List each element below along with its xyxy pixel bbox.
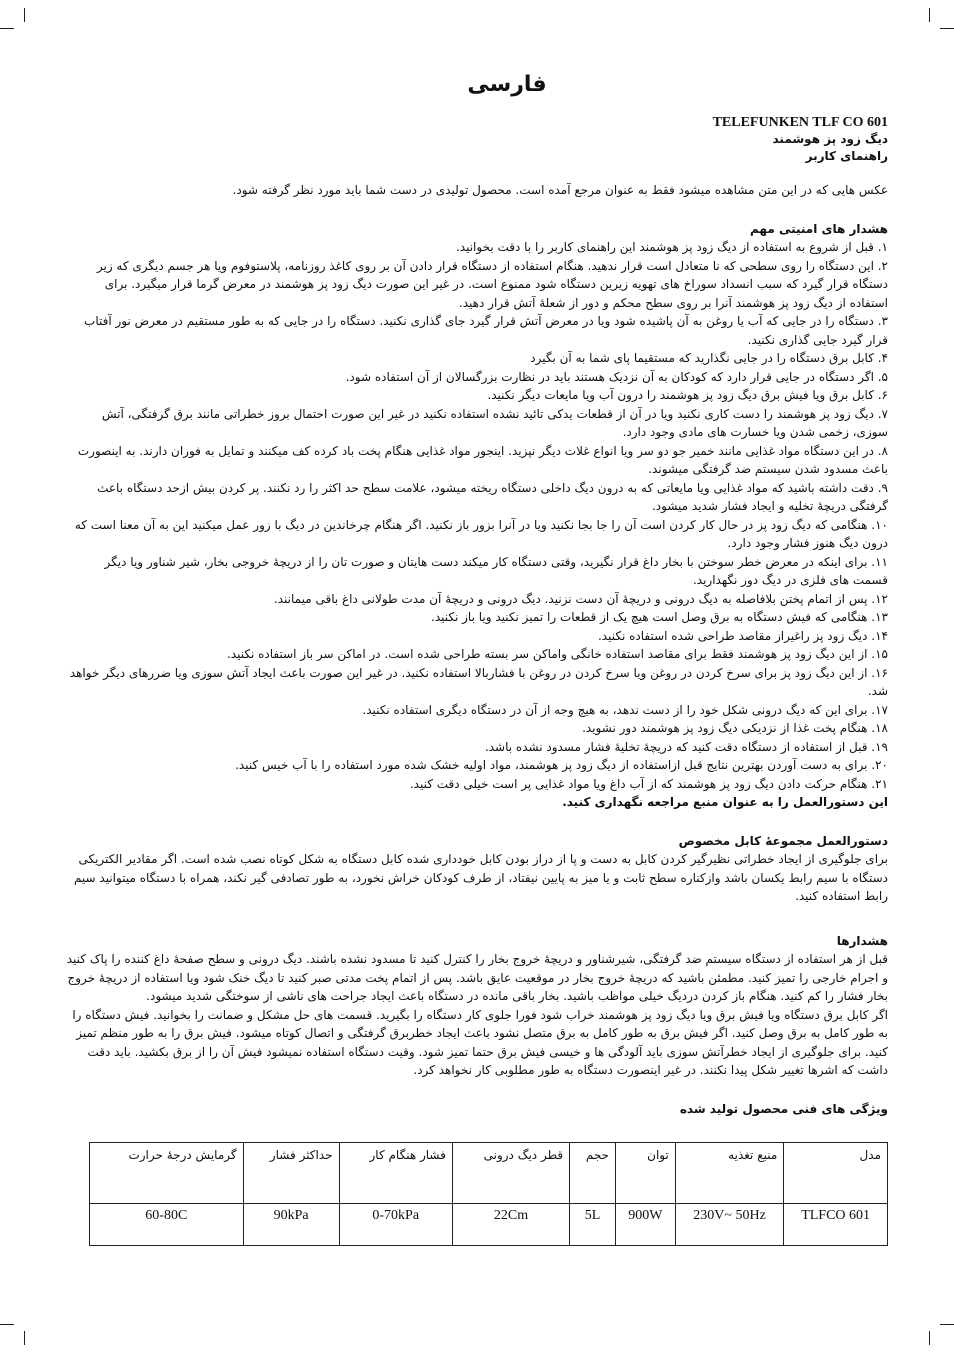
table-header-cell: مدل xyxy=(784,1143,888,1204)
page-title: فارسی xyxy=(467,72,547,97)
safety-title: هشدار های امنیتی مهم xyxy=(750,221,888,236)
crop-mark xyxy=(929,1331,930,1345)
warnings-paragraph: اگر کابل برق دستگاه ویا فیش برق ویا دیگ زود پز هوشمند خراب شود فورا جلوی کار دستگاه را بگیرید. قسمت های حل مشکل و ضمانت را بخوانید. فیش دستگاه را به طور کامل به برق وصل کنید. اگر فیش برق به طور کامل به برق متصل نشود باعث ایجاد خطربرق گرفتگی و اتصال کوتاه میشود. فیش برق را به طور منظم تمیز کنید. برای جلوگیری از ایجاد خطرآتش سوزی باید آلودگی ها و خیسی فیش برق حتما تمیز شود. وقیت دستگاه استفاده نمیشود فیش آن را از برق بکشید. باید دقت داشت که اشرها تغییر شکل پیدا نکنند. در غیر اینصورت دستگاه به طور مطلوبی کار نخواهد کرد. xyxy=(72,1007,888,1077)
list-item: ۲۱. هنگام حرکت دادن دیگ زود پز هوشمند که از آب داغ ویا مواد غذایی پر است خیلی دقت کنید. xyxy=(409,776,888,791)
list-item: ۱۵. از این دیگ زود پز هوشمند فقط برای مقاصد استفاده خانگی واماکن سر بسته طراحی شده است. در اماکن سر باز استفاده نکنید. xyxy=(226,647,888,661)
keep-note: این دستورالعمل را به عنوان منبع مراجعه نگهداری کنید. xyxy=(562,795,888,809)
manual-page xyxy=(66,70,888,1246)
list-item: ۱۸. هنگام پخت غذا از نزدیکی دیگ زود پز هوشمند دور نشوید. xyxy=(582,721,888,735)
list-item: ۲. این دستگاه را روی سطحی که نا متعادل است قرار ندهید. هنگام استفاده از دستگاه قرار دادن آن بر روی کاغذ روزنامه، پلاستوفوم ویا هر جسم دیگری که زیر دستگاه قرار گیرد که سبب انسداد سوراخ های تهویه زیرین دستگاه شود ممنوع است. در غیر این صورت دیگ زود پز هوشمند در معرض گرما قرار میگیرد. برای استفاده از دیگ زود پز هوشمند آنرا بر روی سطح محکم و دور از شعلۀ آتش قرار دهید. xyxy=(96,258,888,310)
table-header-cell: گرمایش درجۀ حرارت xyxy=(90,1143,244,1204)
crop-mark xyxy=(24,8,25,22)
list-item: ۳. دستگاه را در جایی که آب یا روغن به آن پاشیده شود ویا در معرض آتش قرار گیرد جای گذاری نکنید. دستگاه را در جایی که به طور مستقیم در معرض نور آفتاب قرار گیرد جایی گذاری نکنید. xyxy=(84,314,888,347)
table-cell: 5L xyxy=(570,1204,616,1246)
list-item: ۱۹. قبل از استفاده از دستگاه دقت کنید که دریچۀ تخلیۀ فشار مسدود نشده باشد. xyxy=(484,739,888,754)
crop-mark xyxy=(940,28,954,29)
crop-mark xyxy=(0,1324,14,1325)
product-name: دیگ زود پز هوشمند xyxy=(772,132,888,146)
list-item: ۴. کابل برق دستگاه را در جایی نگذارید که مستقیما پای شما به آن بگیرد xyxy=(530,351,888,365)
list-item: ۱۳. هنگامی که فیش دستگاه به برق وصل است هیچ یک از قطعات را تمیز نکنید ویا باز نکنید. xyxy=(431,610,888,624)
list-item: ۵. اگر دستگاه در جایی قرار دارد که کودکان به آن نزدیک هستند باید در نظارت بزرگسالان از آن استفاده شود. xyxy=(345,369,888,384)
list-item: ۱۷. برای این که دیگ درونی شکل خود را از دست ندهد، به هیچ وجه از آن در دستگاه دیگری استفاده نکنید. xyxy=(362,702,888,717)
table-cell: TLFCO 601 xyxy=(784,1204,888,1246)
list-item: ۱۱. برای اینکه در معرض خطر سوختن با بخار داغ قرار نگیرید، وقتی دستگاه کار میکند دست هایتان و صورت تان را از دریچۀ خروجی بخار، شیر شناور ویا دیگر قسمت های فلزی در دیگ دور نگهدارید. xyxy=(104,554,888,587)
list-item: ۹. دقت داشته باشید که مواد غذایی ویا مایعاتی که به درون دیگ داخلی دستگاه ریخته میشود، علامت سطح حد اکثر را رد نکنند. پر کردن بیش ازحد دستگاه باعث گرفتگی دریچۀ تخلیه و ایجاد فشار شدید میشود. xyxy=(97,480,888,513)
list-item: ۱۶. از این دیگ زود پز برای سرخ کردن در روغن ویا سرخ کردن در روغن با فشاربالا استفاده نکنید. در غیر این صورت باعث ایجاد آتش سوزی ویا ضررهای دیگر خواهد شد. xyxy=(69,665,888,698)
table-header-cell: حجم xyxy=(570,1143,616,1204)
warnings-title: هشدارها xyxy=(836,933,888,948)
list-item: ۱۰. هنگامی که دیگ زود پز در حال کار کردن است آن را جا بجا نکنید ویا در آنرا بزور باز نکنید. اگر هنگام چرخاندین در دیگ با زور عمل میکنید این به آن معنا است که درون دیگ هنوز فشار وجود دارد. xyxy=(74,517,888,550)
table-row xyxy=(90,1204,888,1246)
specs-table xyxy=(89,1142,888,1246)
header-block xyxy=(66,114,888,165)
crop-mark xyxy=(24,1331,25,1345)
crop-mark xyxy=(940,1324,954,1325)
table-cell: 900W xyxy=(615,1204,675,1246)
cable-text: برای جلوگیری از ایجاد خطراتی نظیرگیر کردن کابل به دست و پا از دراز بودن کابل خودداری شده کابل دستگاه به شکل کوتاه نصب شده است. اگر مقادیر الکتریکی دستگاه با سیم رابط یکسان باشد وازکناره سطح ثابت و یا میز به پایین نیفتاد، از طرف کودکان خراش نخورد، به طور تصادفی گیر نکند، همراه با دستگاه میتوانید سیم رابط استفاده کنید. xyxy=(73,852,888,903)
specs-title: ویژگی های فنی محصول تولید شده xyxy=(679,1101,888,1116)
table-header-row xyxy=(90,1143,888,1204)
table-cell: 90kPa xyxy=(243,1204,339,1246)
list-item: ۷. دیگ زود پز هوشمند را دست کاری نکنید ویا در آن از قطعات یدکی تائید نشده استفاده نکنید در غیر این صورت احتمال بروز خطراتی مانند برق گرفتگی، آتش سوزی، زخمی شدن ویا خسارت های مادی وجود دارد. xyxy=(101,406,888,439)
table-header-cell: توان xyxy=(615,1143,675,1204)
list-item: ۱۲. پس از اتمام پختن بلافاصله به دیگ درونی و دریچۀ آن دست نزنید. دیگ درونی و دریچۀ آن مدت طولانی داغ باقی میمانند. xyxy=(273,591,888,606)
cable-title: دستورالعمل مجموعۀ کابل مخصوص xyxy=(678,833,888,848)
table-cell: 60-80C xyxy=(90,1204,244,1246)
safety-list xyxy=(66,238,888,793)
manual-name: راهنمای کاربر xyxy=(805,149,888,163)
intro-text: عکس هایی که در این متن مشاهده میشود فقط به عنوان مرجع آمده است. محصول تولیدی در دست شما باید مورد نظر گرفته شود. xyxy=(232,183,888,197)
table-header-cell: منبع تغذیه xyxy=(675,1143,783,1204)
warnings-paragraph: قبل از هر استفاده از دستگاه سیستم ضد گرفتگی، شیرشناور و دریچۀ خروج بخار را کنترل کنید تا مسدود نشده باشند. دیگ درونی و سطح صفحۀ داغ کننده را پاک کنید و اجرام خارجی را تمیز کنید. مطمئن باشید که دریچۀ خروج بخار در موقعیت عایق باشد. پس از اتمام پخت مدتی صبر کنید تا دیگ خنک شود ویا استفاده از دریچۀ خروج بخار فشار را کم کنید. هنگام باز کردن دردیگ خیلی مواظب باشید. بخار باقی مانده در دستگاه باعث ایجاد جراحت های ناشی از سوختگی شدید میشود. xyxy=(66,952,888,1003)
crop-mark xyxy=(929,8,930,22)
table-cell: 0-70kPa xyxy=(339,1204,452,1246)
crop-mark xyxy=(0,28,14,29)
table-header-cell: فشار هنگام کار xyxy=(339,1143,452,1204)
table-cell: 230V~ 50Hz xyxy=(675,1204,783,1246)
brand-model: TELEFUNKEN TLF CO 601 xyxy=(712,115,888,130)
list-item: ۱. قبل از شروع به استفاده از دیگ زود پز هوشمند این راهنمای کاربر را با دقت بخوانید. xyxy=(455,240,888,254)
list-item: ۲۰. برای به دست آوردن بهترین نتایج قبل ازاستفاده از دیگ زود پز هوشمند، مواد اولیه خشک شده مورد استفاده را با آب خیس کنید. xyxy=(235,758,888,772)
table-header-cell: حداکثر فشار xyxy=(243,1143,339,1204)
table-cell: 22Cm xyxy=(452,1204,569,1246)
list-item: ۶. کابل برق ویا فیش برق دیگ زود پز هوشمند را درون آب ویا مایعات دیگر نکنید. xyxy=(487,388,888,402)
list-item: ۱۴. دیگ زود پز راغیراز مقاصد طراحی شده استفاده نکنید. xyxy=(597,628,888,643)
list-item: ۸. در این دستگاه مواد غذایی مانند خمیر جو دو سر ویا انواع غلات دیگر نپزید. اینجور مواد غذایی هنگام پخت باد کرده کف میکنند و تمایل به فوران دارند. به اینصورت باعث مسدود شدن سیستم ضد گرفتگی میشوند. xyxy=(77,443,888,476)
table-header-cell: قطر دیگ درونی xyxy=(452,1143,569,1204)
